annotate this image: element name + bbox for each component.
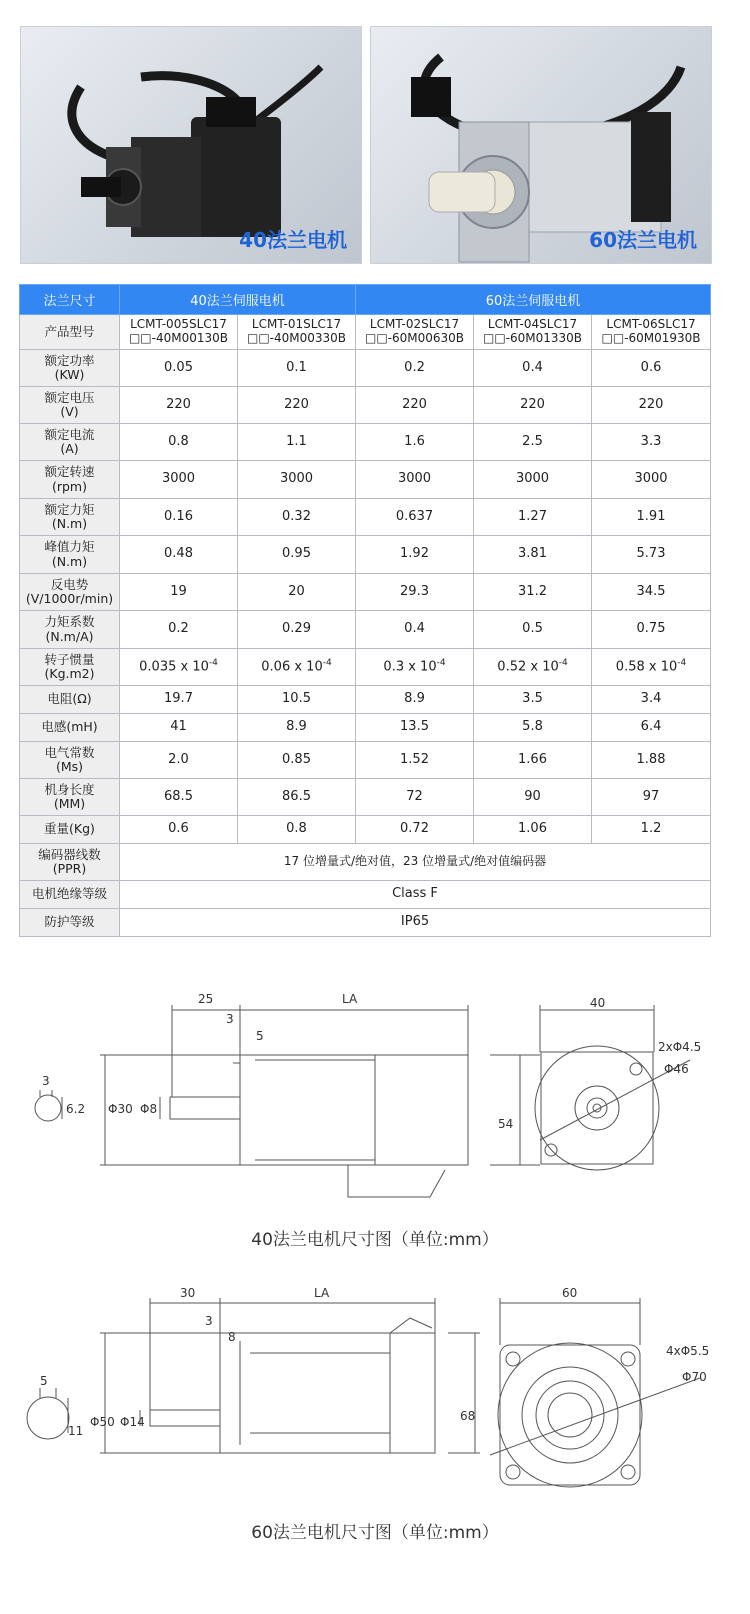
motor-40-photo xyxy=(20,26,362,264)
dim40-la: LA xyxy=(342,992,358,1006)
label-line: 额定电流 xyxy=(44,426,95,442)
model-cell xyxy=(238,315,356,350)
model-line: □□-60M01330B xyxy=(482,331,583,345)
spec-value: 3000 xyxy=(474,461,592,499)
dim60-shaft-diameter: Φ14 xyxy=(120,1415,145,1429)
spec-value: 1.27 xyxy=(474,499,592,536)
spec-value: Class F xyxy=(120,881,711,909)
header-group-60: 60法兰伺服电机 xyxy=(356,285,711,315)
spec-value: 0.16 xyxy=(120,499,238,536)
spec-value: 220 xyxy=(474,387,592,424)
spec-value: 220 xyxy=(120,387,238,424)
spec-row xyxy=(20,611,711,649)
label-line: 额定电压 xyxy=(44,389,95,405)
model-line: □□-60M00630B xyxy=(364,331,465,345)
label-line: 力矩系数 xyxy=(44,614,95,630)
label-line: (N.m) xyxy=(51,553,88,569)
row-label xyxy=(20,779,120,816)
label-line: 峰值力矩 xyxy=(44,539,95,555)
spec-value: 0.48 xyxy=(120,536,238,574)
spec-value: 1.66 xyxy=(474,742,592,779)
spec-value: 3.4 xyxy=(592,686,711,714)
dim40-holes: 2xΦ4.5 xyxy=(658,1040,702,1054)
spec-value: 220 xyxy=(592,387,711,424)
dim60-la: LA xyxy=(314,1286,330,1300)
spec-value: 0.75 xyxy=(592,611,711,649)
row-label xyxy=(20,611,120,649)
label-line: (V) xyxy=(60,404,79,419)
spec-value: 0.4 xyxy=(356,611,474,649)
spec-value: 90 xyxy=(474,779,592,816)
row-label xyxy=(20,350,120,387)
model-cell xyxy=(120,315,238,350)
row-label xyxy=(20,816,120,844)
spec-value: 0.2 xyxy=(120,611,238,649)
spec-value: 0.8 xyxy=(238,816,356,844)
model-line: LCMT-04SLC17 xyxy=(487,317,578,332)
label-line: 编码器线数 xyxy=(38,846,101,862)
spec-value: 3000 xyxy=(120,461,238,499)
spec-row xyxy=(20,779,711,816)
spec-rows-a xyxy=(20,350,711,649)
spec-value: 1.1 xyxy=(238,424,356,461)
spec-row xyxy=(20,574,711,611)
label-line: 电感(mH) xyxy=(41,719,98,735)
row-label xyxy=(20,536,120,574)
row-label xyxy=(20,844,120,881)
row-label xyxy=(20,424,120,461)
row-label xyxy=(20,499,120,536)
spec-value: 0.85 xyxy=(238,742,356,779)
spec-row xyxy=(20,350,711,387)
dim40-spigot-diameter: Φ30 xyxy=(108,1102,133,1116)
spec-value: 8.9 xyxy=(238,714,356,742)
model-cell xyxy=(592,315,711,350)
inertia-exponent: -4 xyxy=(558,658,568,669)
inertia-value: 0.58 x 10 xyxy=(615,659,678,675)
dim40-width: 40 xyxy=(590,996,606,1010)
inertia-value: 0.3 x 10 xyxy=(383,659,437,675)
label-line: (KW) xyxy=(54,367,85,382)
spec-value: 5.8 xyxy=(474,714,592,742)
label-line: (N.m/A) xyxy=(45,628,94,644)
spec-value: 3000 xyxy=(356,461,474,499)
spec-value: 0.8 xyxy=(120,424,238,461)
spec-value: 0.1 xyxy=(238,350,356,387)
model-line: □□-60M01930B xyxy=(601,331,701,345)
drawing-40-title: 40法兰电机尺寸图（单位:mm） xyxy=(251,1230,499,1250)
dim60-holes: 4xΦ5.5 xyxy=(666,1344,710,1358)
inertia-exponent: -4 xyxy=(436,658,446,669)
spec-value: 0.5 xyxy=(474,611,592,649)
spec-value: 220 xyxy=(356,387,474,424)
dim40-key-width: 3 xyxy=(42,1074,50,1088)
label-line: (rpm) xyxy=(51,478,87,494)
spec-row xyxy=(20,909,711,937)
spec-value: 3000 xyxy=(238,461,356,499)
dim40-shaft-diameter: Φ8 xyxy=(140,1102,158,1116)
label-line: 额定转速 xyxy=(44,464,95,480)
label-line: 额定功率 xyxy=(44,352,95,368)
spec-value: 1.52 xyxy=(356,742,474,779)
dim60-key-height: 11 xyxy=(68,1424,84,1438)
spec-value: 1.88 xyxy=(592,742,711,779)
label-line: (MM) xyxy=(53,796,86,811)
dim40-key-height: 6.2 xyxy=(66,1102,86,1116)
inertia-exponent: -4 xyxy=(677,658,687,669)
spec-value: 220 xyxy=(238,387,356,424)
row-label xyxy=(20,714,120,742)
model-line: LCMT-02SLC17 xyxy=(369,317,460,332)
spec-value: 0.72 xyxy=(356,816,474,844)
label-line: (Kg.m2) xyxy=(44,666,95,681)
label-line: (N.m) xyxy=(51,516,88,531)
drawing-60-title: 60法兰电机尺寸图（单位:mm） xyxy=(251,1523,499,1543)
row-label xyxy=(20,387,120,424)
spec-value: 1.6 xyxy=(356,424,474,461)
spec-value: 0.32 xyxy=(238,499,356,536)
spec-value: 3.5 xyxy=(474,686,592,714)
label-line: 重量(Kg) xyxy=(44,821,95,837)
spec-value: 0.95 xyxy=(238,536,356,574)
model-cell xyxy=(474,315,592,350)
spec-row xyxy=(20,499,711,536)
spec-value: 0.29 xyxy=(238,611,356,649)
spec-row xyxy=(20,816,711,844)
dim40-height: 54 xyxy=(498,1117,514,1131)
spec-value: 5.73 xyxy=(592,536,711,574)
row-label xyxy=(20,461,120,499)
drawing-40 xyxy=(0,985,750,1215)
model-line: □□-40M00330B xyxy=(246,331,347,345)
drawing-60 xyxy=(0,1283,750,1508)
spec-value: 17 位增量式/绝对值，23 位增量式/绝对值编码器 xyxy=(120,844,711,881)
spec-value: IP65 xyxy=(120,909,711,937)
spec-value: 86.5 xyxy=(238,779,356,816)
row-label xyxy=(20,909,120,937)
dim60-key-width: 5 xyxy=(40,1374,48,1388)
spec-value: 19 xyxy=(120,574,238,611)
motor-40-caption: 40法兰电机 xyxy=(239,228,347,252)
label-line: 电阻(Ω) xyxy=(47,691,92,707)
row-label xyxy=(20,649,120,686)
spec-rows-b xyxy=(20,686,711,844)
spec-value: 68.5 xyxy=(120,779,238,816)
label-line: 机身长度 xyxy=(44,781,95,797)
label-line: (A) xyxy=(60,441,79,456)
label-line: (V/1000r/min) xyxy=(25,591,114,606)
label-line: 反电势 xyxy=(50,576,89,592)
model-line: LCMT-01SLC17 xyxy=(251,317,342,332)
inertia-value: 0.035 x 10 xyxy=(139,659,209,675)
spec-value: 72 xyxy=(356,779,474,816)
spec-value: 1.06 xyxy=(474,816,592,844)
label-line: (Ms) xyxy=(55,759,84,774)
label-line: 额定力矩 xyxy=(44,501,95,517)
spec-value: 3.81 xyxy=(474,536,592,574)
spec-value: 0.6 xyxy=(120,816,238,844)
spec-value: 29.3 xyxy=(356,574,474,611)
dim60-shaft-length: 30 xyxy=(180,1286,196,1300)
dim60-pcd: Φ70 xyxy=(682,1370,707,1384)
spec-value: 2.0 xyxy=(120,742,238,779)
inertia-cell xyxy=(120,649,238,686)
inertia-cell xyxy=(592,649,711,686)
spec-value: 0.637 xyxy=(356,499,474,536)
spec-value: 3000 xyxy=(592,461,711,499)
spec-value: 0.2 xyxy=(356,350,474,387)
spec-row xyxy=(20,387,711,424)
spec-row xyxy=(20,536,711,574)
dim40-pcd: Φ46 xyxy=(664,1062,689,1076)
row-label: 产品型号 xyxy=(20,315,120,350)
dim60-spigot-diameter: Φ50 xyxy=(90,1415,115,1429)
row-label xyxy=(20,574,120,611)
inertia-exponent: -4 xyxy=(322,658,332,669)
dim40-flange-3: 3 xyxy=(226,1012,234,1026)
motor-60-photo xyxy=(370,26,712,264)
model-line: LCMT-06SLC17 xyxy=(606,317,696,332)
inertia-value: 0.52 x 10 xyxy=(497,659,559,675)
label-line: 防护等级 xyxy=(44,914,95,930)
model-row xyxy=(20,315,711,350)
spec-value: 0.6 xyxy=(592,350,711,387)
spec-value: 13.5 xyxy=(356,714,474,742)
inertia-cell xyxy=(356,649,474,686)
spec-value: 2.5 xyxy=(474,424,592,461)
motor-60-caption: 60法兰电机 xyxy=(589,228,697,252)
spec-value: 10.5 xyxy=(238,686,356,714)
spec-row xyxy=(20,714,711,742)
dim40-shaft-length: 25 xyxy=(198,992,214,1006)
spec-value: 8.9 xyxy=(356,686,474,714)
spec-value: 6.4 xyxy=(592,714,711,742)
dim40-flange-5: 5 xyxy=(256,1029,264,1043)
model-line: LCMT-005SLC17 xyxy=(130,317,227,332)
spec-row xyxy=(20,844,711,881)
spec-value: 34.5 xyxy=(592,574,711,611)
model-cell xyxy=(356,315,474,350)
spec-value: 31.2 xyxy=(474,574,592,611)
table-header-row xyxy=(20,285,711,315)
spec-table xyxy=(19,284,711,937)
spec-value: 20 xyxy=(238,574,356,611)
model-line: □□-40M00130B xyxy=(128,331,229,345)
label-line: (PPR) xyxy=(52,861,87,876)
spec-row xyxy=(20,742,711,779)
spec-row xyxy=(20,461,711,499)
spec-value: 0.05 xyxy=(120,350,238,387)
inertia-cell xyxy=(474,649,592,686)
label-line: 转子惯量 xyxy=(44,651,95,667)
spec-value: 1.2 xyxy=(592,816,711,844)
spec-value: 41 xyxy=(120,714,238,742)
spec-row xyxy=(20,881,711,909)
spec-value: 1.92 xyxy=(356,536,474,574)
dim60-height: 68 xyxy=(460,1409,476,1423)
spec-value: 19.7 xyxy=(120,686,238,714)
header-group-40: 40法兰伺服电机 xyxy=(120,285,356,315)
spec-row xyxy=(20,686,711,714)
spec-value: 97 xyxy=(592,779,711,816)
inertia-row xyxy=(20,649,711,686)
spec-value: 1.91 xyxy=(592,499,711,536)
inertia-cell xyxy=(238,649,356,686)
inertia-value: 0.06 x 10 xyxy=(261,659,323,675)
spec-value: 3.3 xyxy=(592,424,711,461)
row-label xyxy=(20,686,120,714)
inertia-exponent: -4 xyxy=(208,658,218,669)
dim60-flange-8: 8 xyxy=(228,1330,236,1344)
spec-row xyxy=(20,424,711,461)
dim60-width: 60 xyxy=(562,1286,578,1300)
spec-rows-c xyxy=(20,844,711,937)
row-label xyxy=(20,881,120,909)
label-line: 电气常数 xyxy=(44,744,95,760)
row-label xyxy=(20,742,120,779)
dim60-flange-3: 3 xyxy=(205,1314,213,1328)
spec-value: 0.4 xyxy=(474,350,592,387)
label-line: 电机绝缘等级 xyxy=(31,886,107,902)
header-flange-size: 法兰尺寸 xyxy=(20,285,120,315)
